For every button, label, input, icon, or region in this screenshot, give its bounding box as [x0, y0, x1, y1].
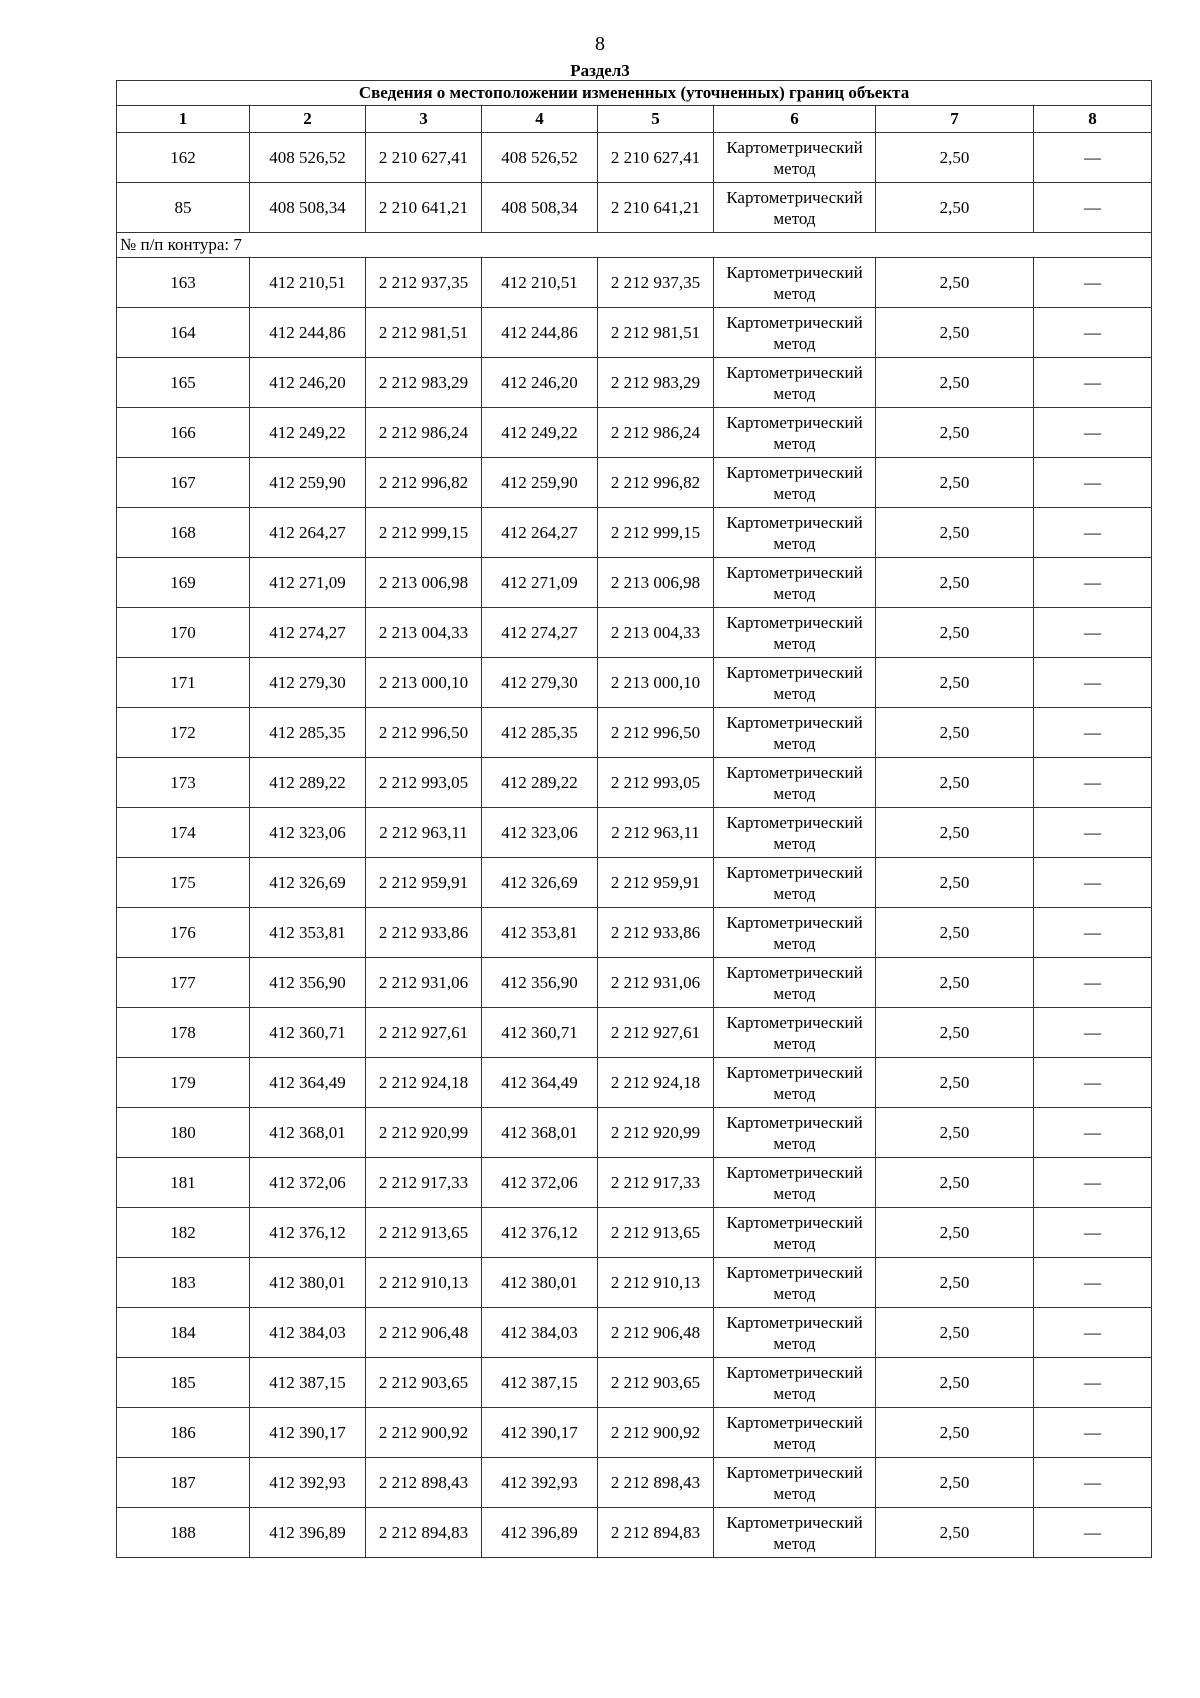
point-number-cell: 177 [117, 958, 250, 1008]
point-number-cell: 186 [117, 1408, 250, 1458]
point-number-cell: 178 [117, 1008, 250, 1058]
table-row [117, 558, 1152, 608]
point-number-cell: 180 [117, 1108, 250, 1158]
y-new-cell: 2 213 006,98 [598, 558, 714, 608]
y-new-cell: 2 212 983,29 [598, 358, 714, 408]
description-cell: — [1034, 758, 1152, 808]
description-cell: — [1034, 258, 1152, 308]
x-new-cell: 412 279,30 [482, 658, 598, 708]
x-old-cell: 412 279,30 [250, 658, 366, 708]
method-cell: Картометрический метод [714, 1458, 876, 1508]
y-new-cell: 2 212 996,82 [598, 458, 714, 508]
table-row [117, 708, 1152, 758]
x-new-cell: 408 526,52 [482, 133, 598, 183]
accuracy-cell: 2,50 [876, 1308, 1034, 1358]
y-new-cell: 2 212 999,15 [598, 508, 714, 558]
description-cell: — [1034, 1308, 1152, 1358]
accuracy-cell: 2,50 [876, 358, 1034, 408]
boundary-coordinates-table [116, 80, 1152, 1558]
table-row [117, 408, 1152, 458]
y-new-cell: 2 210 627,41 [598, 133, 714, 183]
accuracy-cell: 2,50 [876, 133, 1034, 183]
y-new-cell: 2 212 931,06 [598, 958, 714, 1008]
x-new-cell: 412 376,12 [482, 1208, 598, 1258]
description-cell: — [1034, 408, 1152, 458]
method-cell: Картометрический метод [714, 1408, 876, 1458]
x-old-cell: 412 285,35 [250, 708, 366, 758]
accuracy-cell: 2,50 [876, 1258, 1034, 1308]
table-row [117, 1058, 1152, 1108]
table-row [117, 858, 1152, 908]
method-cell: Картометрический метод [714, 658, 876, 708]
x-old-cell: 412 326,69 [250, 858, 366, 908]
point-number-cell: 167 [117, 458, 250, 508]
y-new-cell: 2 212 996,50 [598, 708, 714, 758]
x-new-cell: 408 508,34 [482, 183, 598, 233]
method-cell: Картометрический метод [714, 133, 876, 183]
point-number-cell: 166 [117, 408, 250, 458]
accuracy-cell: 2,50 [876, 1158, 1034, 1208]
y-old-cell: 2 212 993,05 [366, 758, 482, 808]
y-new-cell: 2 212 933,86 [598, 908, 714, 958]
contour-label: № п/п контура: 7 [117, 233, 1152, 258]
table-caption-row [117, 81, 1152, 106]
method-cell: Картометрический метод [714, 358, 876, 408]
x-old-cell: 412 244,86 [250, 308, 366, 358]
table-row [117, 1108, 1152, 1158]
y-old-cell: 2 212 996,50 [366, 708, 482, 758]
table-row [117, 808, 1152, 858]
x-new-cell: 412 246,20 [482, 358, 598, 408]
description-cell: — [1034, 658, 1152, 708]
description-cell: — [1034, 908, 1152, 958]
y-old-cell: 2 212 924,18 [366, 1058, 482, 1108]
y-new-cell: 2 213 000,10 [598, 658, 714, 708]
y-old-cell: 2 212 906,48 [366, 1308, 482, 1358]
method-cell: Картометрический метод [714, 308, 876, 358]
accuracy-cell: 2,50 [876, 1358, 1034, 1408]
table-row [117, 1008, 1152, 1058]
point-number-cell: 187 [117, 1458, 250, 1508]
column-header: 3 [366, 106, 482, 133]
x-new-cell: 412 356,90 [482, 958, 598, 1008]
table-row [117, 908, 1152, 958]
accuracy-cell: 2,50 [876, 858, 1034, 908]
x-old-cell: 412 376,12 [250, 1208, 366, 1258]
x-old-cell: 412 259,90 [250, 458, 366, 508]
x-old-cell: 408 508,34 [250, 183, 366, 233]
point-number-cell: 174 [117, 808, 250, 858]
x-new-cell: 412 368,01 [482, 1108, 598, 1158]
description-cell: — [1034, 1108, 1152, 1158]
point-number-cell: 171 [117, 658, 250, 708]
x-old-cell: 412 368,01 [250, 1108, 366, 1158]
x-new-cell: 412 249,22 [482, 408, 598, 458]
description-cell: — [1034, 808, 1152, 858]
y-old-cell: 2 212 894,83 [366, 1508, 482, 1558]
x-new-cell: 412 271,09 [482, 558, 598, 608]
accuracy-cell: 2,50 [876, 958, 1034, 1008]
y-new-cell: 2 212 959,91 [598, 858, 714, 908]
description-cell: — [1034, 1508, 1152, 1558]
y-new-cell: 2 212 920,99 [598, 1108, 714, 1158]
accuracy-cell: 2,50 [876, 1458, 1034, 1508]
table-header-row [117, 106, 1152, 133]
point-number-cell: 163 [117, 258, 250, 308]
y-old-cell: 2 212 981,51 [366, 308, 482, 358]
x-new-cell: 412 372,06 [482, 1158, 598, 1208]
column-header: 2 [250, 106, 366, 133]
point-number-cell: 162 [117, 133, 250, 183]
x-old-cell: 412 289,22 [250, 758, 366, 808]
description-cell: — [1034, 1408, 1152, 1458]
y-old-cell: 2 212 986,24 [366, 408, 482, 458]
table-row [117, 1458, 1152, 1508]
x-new-cell: 412 353,81 [482, 908, 598, 958]
x-old-cell: 412 396,89 [250, 1508, 366, 1558]
y-old-cell: 2 212 903,65 [366, 1358, 482, 1408]
x-old-cell: 412 380,01 [250, 1258, 366, 1308]
method-cell: Картометрический метод [714, 858, 876, 908]
y-old-cell: 2 212 927,61 [366, 1008, 482, 1058]
y-new-cell: 2 212 986,24 [598, 408, 714, 458]
x-old-cell: 412 271,09 [250, 558, 366, 608]
x-new-cell: 412 392,93 [482, 1458, 598, 1508]
y-old-cell: 2 210 627,41 [366, 133, 482, 183]
x-old-cell: 412 372,06 [250, 1158, 366, 1208]
y-new-cell: 2 213 004,33 [598, 608, 714, 658]
method-cell: Картометрический метод [714, 1108, 876, 1158]
accuracy-cell: 2,50 [876, 708, 1034, 758]
page-number: 8 [595, 33, 605, 55]
table-row [117, 958, 1152, 1008]
y-new-cell: 2 212 981,51 [598, 308, 714, 358]
x-old-cell: 412 353,81 [250, 908, 366, 958]
column-header: 4 [482, 106, 598, 133]
method-cell: Картометрический метод [714, 558, 876, 608]
accuracy-cell: 2,50 [876, 1008, 1034, 1058]
point-number-cell: 182 [117, 1208, 250, 1258]
y-new-cell: 2 212 993,05 [598, 758, 714, 808]
method-cell: Картометрический метод [714, 1158, 876, 1208]
table-row [117, 308, 1152, 358]
accuracy-cell: 2,50 [876, 308, 1034, 358]
x-new-cell: 412 244,86 [482, 308, 598, 358]
method-cell: Картометрический метод [714, 608, 876, 658]
accuracy-cell: 2,50 [876, 1108, 1034, 1158]
y-new-cell: 2 212 927,61 [598, 1008, 714, 1058]
y-new-cell: 2 212 913,65 [598, 1208, 714, 1258]
method-cell: Картометрический метод [714, 1208, 876, 1258]
x-new-cell: 412 274,27 [482, 608, 598, 658]
description-cell: — [1034, 133, 1152, 183]
accuracy-cell: 2,50 [876, 658, 1034, 708]
description-cell: — [1034, 1358, 1152, 1408]
accuracy-cell: 2,50 [876, 408, 1034, 458]
point-number-cell: 170 [117, 608, 250, 658]
accuracy-cell: 2,50 [876, 758, 1034, 808]
y-old-cell: 2 212 963,11 [366, 808, 482, 858]
description-cell: — [1034, 458, 1152, 508]
point-number-cell: 179 [117, 1058, 250, 1108]
accuracy-cell: 2,50 [876, 1508, 1034, 1558]
method-cell: Картометрический метод [714, 758, 876, 808]
y-old-cell: 2 212 959,91 [366, 858, 482, 908]
y-new-cell: 2 212 917,33 [598, 1158, 714, 1208]
y-new-cell: 2 212 898,43 [598, 1458, 714, 1508]
description-cell: — [1034, 1158, 1152, 1208]
x-old-cell: 412 392,93 [250, 1458, 366, 1508]
table-row [117, 1508, 1152, 1558]
accuracy-cell: 2,50 [876, 1208, 1034, 1258]
table-caption: Сведения о местоположении измененных (уточненных) границ объекта [117, 81, 1152, 106]
x-new-cell: 412 259,90 [482, 458, 598, 508]
description-cell: — [1034, 958, 1152, 1008]
y-old-cell: 2 212 913,65 [366, 1208, 482, 1258]
description-cell: — [1034, 558, 1152, 608]
x-new-cell: 412 384,03 [482, 1308, 598, 1358]
table-row [117, 1408, 1152, 1458]
x-old-cell: 412 264,27 [250, 508, 366, 558]
y-old-cell: 2 212 898,43 [366, 1458, 482, 1508]
x-old-cell: 412 387,15 [250, 1358, 366, 1408]
method-cell: Картометрический метод [714, 508, 876, 558]
table-row [117, 1308, 1152, 1358]
y-old-cell: 2 212 910,13 [366, 1258, 482, 1308]
accuracy-cell: 2,50 [876, 808, 1034, 858]
x-new-cell: 412 285,35 [482, 708, 598, 758]
description-cell: — [1034, 183, 1152, 233]
x-new-cell: 412 264,27 [482, 508, 598, 558]
x-old-cell: 412 360,71 [250, 1008, 366, 1058]
method-cell: Картометрический метод [714, 1358, 876, 1408]
point-number-cell: 172 [117, 708, 250, 758]
table-row [117, 458, 1152, 508]
method-cell: Картометрический метод [714, 1508, 876, 1558]
description-cell: — [1034, 608, 1152, 658]
x-old-cell: 412 274,27 [250, 608, 366, 658]
y-old-cell: 2 210 641,21 [366, 183, 482, 233]
method-cell: Картометрический метод [714, 1258, 876, 1308]
x-new-cell: 412 210,51 [482, 258, 598, 308]
point-number-cell: 175 [117, 858, 250, 908]
table-row [117, 258, 1152, 308]
method-cell: Картометрический метод [714, 183, 876, 233]
y-old-cell: 2 212 933,86 [366, 908, 482, 958]
y-new-cell: 2 212 900,92 [598, 1408, 714, 1458]
description-cell: — [1034, 358, 1152, 408]
point-number-cell: 181 [117, 1158, 250, 1208]
accuracy-cell: 2,50 [876, 1408, 1034, 1458]
y-new-cell: 2 210 641,21 [598, 183, 714, 233]
point-number-cell: 164 [117, 308, 250, 358]
x-old-cell: 412 323,06 [250, 808, 366, 858]
accuracy-cell: 2,50 [876, 908, 1034, 958]
accuracy-cell: 2,50 [876, 1058, 1034, 1108]
y-old-cell: 2 212 931,06 [366, 958, 482, 1008]
x-old-cell: 412 384,03 [250, 1308, 366, 1358]
x-new-cell: 412 289,22 [482, 758, 598, 808]
x-old-cell: 408 526,52 [250, 133, 366, 183]
y-new-cell: 2 212 924,18 [598, 1058, 714, 1108]
point-number-cell: 173 [117, 758, 250, 808]
table-row [117, 1358, 1152, 1408]
table-row [117, 1258, 1152, 1308]
description-cell: — [1034, 308, 1152, 358]
column-header: 1 [117, 106, 250, 133]
point-number-cell: 183 [117, 1258, 250, 1308]
x-new-cell: 412 360,71 [482, 1008, 598, 1058]
accuracy-cell: 2,50 [876, 608, 1034, 658]
y-old-cell: 2 212 983,29 [366, 358, 482, 408]
x-old-cell: 412 246,20 [250, 358, 366, 408]
method-cell: Картометрический метод [714, 908, 876, 958]
method-cell: Картометрический метод [714, 458, 876, 508]
point-number-cell: 85 [117, 183, 250, 233]
x-new-cell: 412 390,17 [482, 1408, 598, 1458]
method-cell: Картометрический метод [714, 808, 876, 858]
accuracy-cell: 2,50 [876, 508, 1034, 558]
method-cell: Картометрический метод [714, 958, 876, 1008]
table-row [117, 758, 1152, 808]
y-new-cell: 2 212 963,11 [598, 808, 714, 858]
column-header: 7 [876, 106, 1034, 133]
accuracy-cell: 2,50 [876, 558, 1034, 608]
description-cell: — [1034, 1008, 1152, 1058]
y-old-cell: 2 212 937,35 [366, 258, 482, 308]
description-cell: — [1034, 1458, 1152, 1508]
y-new-cell: 2 212 910,13 [598, 1258, 714, 1308]
y-old-cell: 2 212 920,99 [366, 1108, 482, 1158]
y-old-cell: 2 213 000,10 [366, 658, 482, 708]
x-new-cell: 412 396,89 [482, 1508, 598, 1558]
table-row [117, 183, 1152, 233]
y-new-cell: 2 212 894,83 [598, 1508, 714, 1558]
point-number-cell: 169 [117, 558, 250, 608]
y-new-cell: 2 212 906,48 [598, 1308, 714, 1358]
table-row [117, 358, 1152, 408]
x-old-cell: 412 249,22 [250, 408, 366, 458]
table-row [117, 608, 1152, 658]
y-old-cell: 2 212 996,82 [366, 458, 482, 508]
point-number-cell: 168 [117, 508, 250, 558]
table-row [117, 1158, 1152, 1208]
table-row [117, 658, 1152, 708]
description-cell: — [1034, 1058, 1152, 1108]
x-old-cell: 412 210,51 [250, 258, 366, 308]
method-cell: Картометрический метод [714, 708, 876, 758]
accuracy-cell: 2,50 [876, 183, 1034, 233]
x-old-cell: 412 390,17 [250, 1408, 366, 1458]
column-header: 5 [598, 106, 714, 133]
y-old-cell: 2 213 006,98 [366, 558, 482, 608]
y-old-cell: 2 212 900,92 [366, 1408, 482, 1458]
x-new-cell: 412 387,15 [482, 1358, 598, 1408]
point-number-cell: 176 [117, 908, 250, 958]
contour-row [117, 233, 1152, 258]
accuracy-cell: 2,50 [876, 258, 1034, 308]
x-old-cell: 412 364,49 [250, 1058, 366, 1108]
y-old-cell: 2 213 004,33 [366, 608, 482, 658]
method-cell: Картометрический метод [714, 258, 876, 308]
point-number-cell: 185 [117, 1358, 250, 1408]
description-cell: — [1034, 1208, 1152, 1258]
section-title: Раздел3 [570, 61, 630, 80]
method-cell: Картометрический метод [714, 408, 876, 458]
x-new-cell: 412 364,49 [482, 1058, 598, 1108]
point-number-cell: 165 [117, 358, 250, 408]
y-new-cell: 2 212 937,35 [598, 258, 714, 308]
method-cell: Картометрический метод [714, 1308, 876, 1358]
y-old-cell: 2 212 917,33 [366, 1158, 482, 1208]
x-new-cell: 412 323,06 [482, 808, 598, 858]
x-new-cell: 412 326,69 [482, 858, 598, 908]
x-old-cell: 412 356,90 [250, 958, 366, 1008]
x-new-cell: 412 380,01 [482, 1258, 598, 1308]
table-row [117, 133, 1152, 183]
description-cell: — [1034, 708, 1152, 758]
y-new-cell: 2 212 903,65 [598, 1358, 714, 1408]
method-cell: Картометрический метод [714, 1008, 876, 1058]
point-number-cell: 184 [117, 1308, 250, 1358]
y-old-cell: 2 212 999,15 [366, 508, 482, 558]
method-cell: Картометрический метод [714, 1058, 876, 1108]
description-cell: — [1034, 858, 1152, 908]
description-cell: — [1034, 508, 1152, 558]
column-header: 8 [1034, 106, 1152, 133]
column-header: 6 [714, 106, 876, 133]
description-cell: — [1034, 1258, 1152, 1308]
point-number-cell: 188 [117, 1508, 250, 1558]
table-row [117, 508, 1152, 558]
table-row [117, 1208, 1152, 1258]
accuracy-cell: 2,50 [876, 458, 1034, 508]
